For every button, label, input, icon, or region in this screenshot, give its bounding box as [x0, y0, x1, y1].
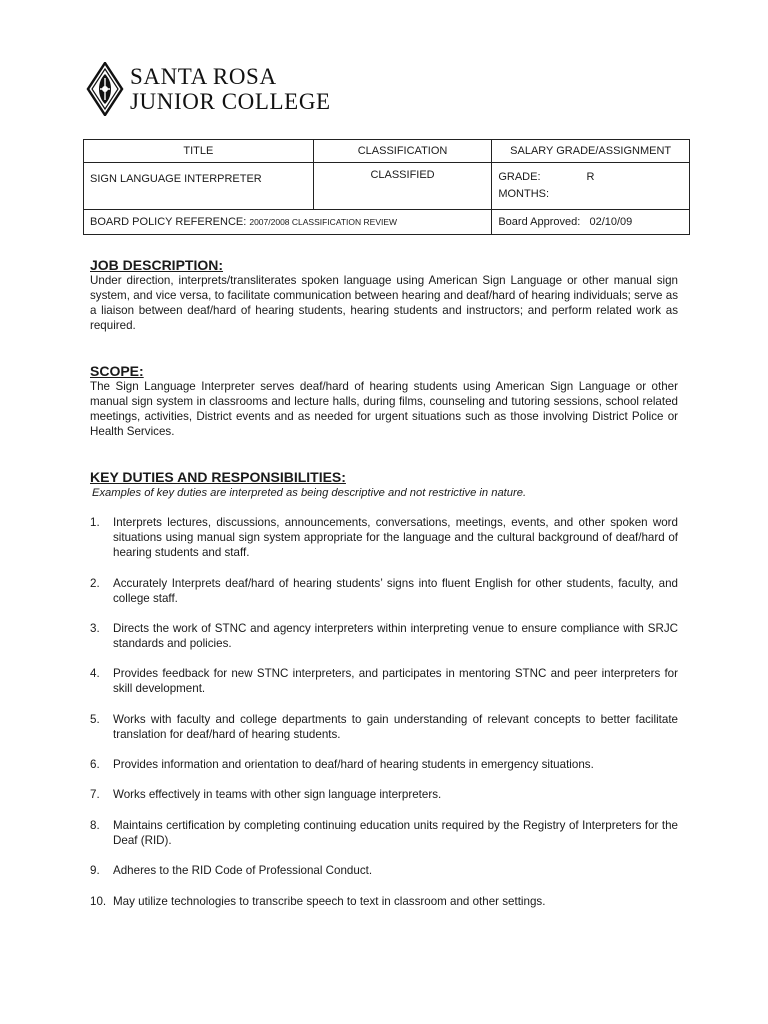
classification-table — [83, 139, 690, 235]
board-approved-label: Board Approved: — [498, 216, 581, 228]
board-approved-cell — [492, 210, 690, 235]
duty-text: Interprets lectures, discussions, announcements, conversations, meetings, events, and other spoken word situations using manual sign system appropriate for the language and the cultural background of deaf/hard of hearing students and staff. — [113, 516, 678, 559]
duty-item — [90, 787, 678, 802]
duty-item — [90, 818, 678, 848]
header-classification: CLASSIFICATION — [313, 140, 492, 163]
scope-heading: SCOPE: — [90, 363, 144, 379]
duty-text: Accurately Interprets deaf/hard of hearing students’ signs into fluent English for other students, faculty, and college staff. — [113, 577, 678, 605]
duty-number: 1. — [90, 516, 100, 529]
header-salary-grade: SALARY GRADE/ASSIGNMENT — [492, 140, 690, 163]
duty-number: 10. — [90, 895, 107, 908]
grade-label: GRADE: — [498, 171, 541, 183]
salary-grade-cell — [492, 163, 690, 210]
table-header-row — [84, 140, 690, 163]
duty-number: 5. — [90, 713, 100, 726]
duty-number: 4. — [90, 667, 100, 680]
duty-number: 9. — [90, 864, 100, 877]
duty-number: 6. — [90, 758, 100, 771]
header-title: TITLE — [84, 140, 314, 163]
duty-text: Adheres to the RID Code of Professional Conduct. — [113, 864, 373, 877]
duty-number: 2. — [90, 577, 100, 590]
logo-text-line1: SANTA ROSA — [130, 64, 277, 89]
months-label: MONTHS: — [498, 188, 550, 200]
scope-text: The Sign Language Interpreter serves deaf/hard of hearing students using American Sign Language or other manual sign system in classrooms and lecture halls, during films, counseling and tutoring sessions, school related meetings, activities, District events and as needed for urgent situations such as those involving District Police or Health Services. — [90, 380, 678, 438]
board-policy-cell — [84, 210, 492, 235]
logo-text-line2: JUNIOR COLLEGE — [130, 89, 331, 114]
grade-value: R — [586, 171, 595, 183]
table-row — [84, 210, 690, 235]
duty-item — [90, 757, 678, 772]
duty-text: Provides information and orientation to deaf/hard of hearing students in emergency situations. — [113, 758, 594, 771]
key-duties-note: Examples of key duties are interpreted as being descriptive and not restrictive in nature. — [92, 487, 527, 499]
duty-text: Maintains certification by completing continuing education units required by the Registry of Interpreters for the Deaf (RID). — [113, 819, 678, 847]
board-policy-value: 2007/2008 CLASSIFICATION REVIEW — [249, 217, 398, 227]
table-row — [84, 163, 690, 210]
job-description-text: Under direction, interprets/transliterates spoken language using American Sign Language or other manual sign system, and vice versa, to facilitate communication between hearing and deaf/hard of hearing individuals; serve as a liaison between deaf/hard of hearing students, hearing students and instructors; and perform related work as required. — [90, 274, 678, 332]
duty-number: 8. — [90, 819, 100, 832]
duty-text: Works with faculty and college departments to gain understanding of relevant concepts to better facilitate translation for deaf/hard of hearing students. — [113, 713, 678, 741]
college-seal-icon — [86, 62, 124, 116]
duty-item — [90, 666, 678, 696]
duty-text: Provides feedback for new STNC interpreters, and participates in mentoring STNC and peer interpreters for skill development. — [113, 667, 678, 695]
duty-item — [90, 515, 678, 560]
duty-text: Works effectively in teams with other sign language interpreters. — [113, 788, 442, 801]
board-approved-date: 02/10/09 — [589, 216, 633, 228]
board-policy-label: BOARD POLICY REFERENCE: — [90, 216, 247, 228]
duty-number: 7. — [90, 788, 100, 801]
job-description-heading: JOB DESCRIPTION: — [90, 257, 224, 273]
classification-value: CLASSIFIED — [313, 163, 492, 210]
college-logo — [86, 62, 331, 116]
duty-item — [90, 712, 678, 742]
title-value: SIGN LANGUAGE INTERPRETER — [84, 163, 314, 210]
duty-text: May utilize technologies to transcribe speech to text in classroom and other settings. — [113, 895, 546, 908]
duty-item — [90, 894, 678, 909]
duty-number: 3. — [90, 622, 100, 635]
duty-item — [90, 863, 678, 878]
duty-item — [90, 576, 678, 606]
key-duties-heading: KEY DUTIES AND RESPONSIBILITIES: — [90, 469, 346, 485]
duty-item — [90, 621, 678, 651]
duty-text: Directs the work of STNC and agency interpreters within interpreting venue to ensure compliance with SRJC standards and policies. — [113, 622, 678, 650]
